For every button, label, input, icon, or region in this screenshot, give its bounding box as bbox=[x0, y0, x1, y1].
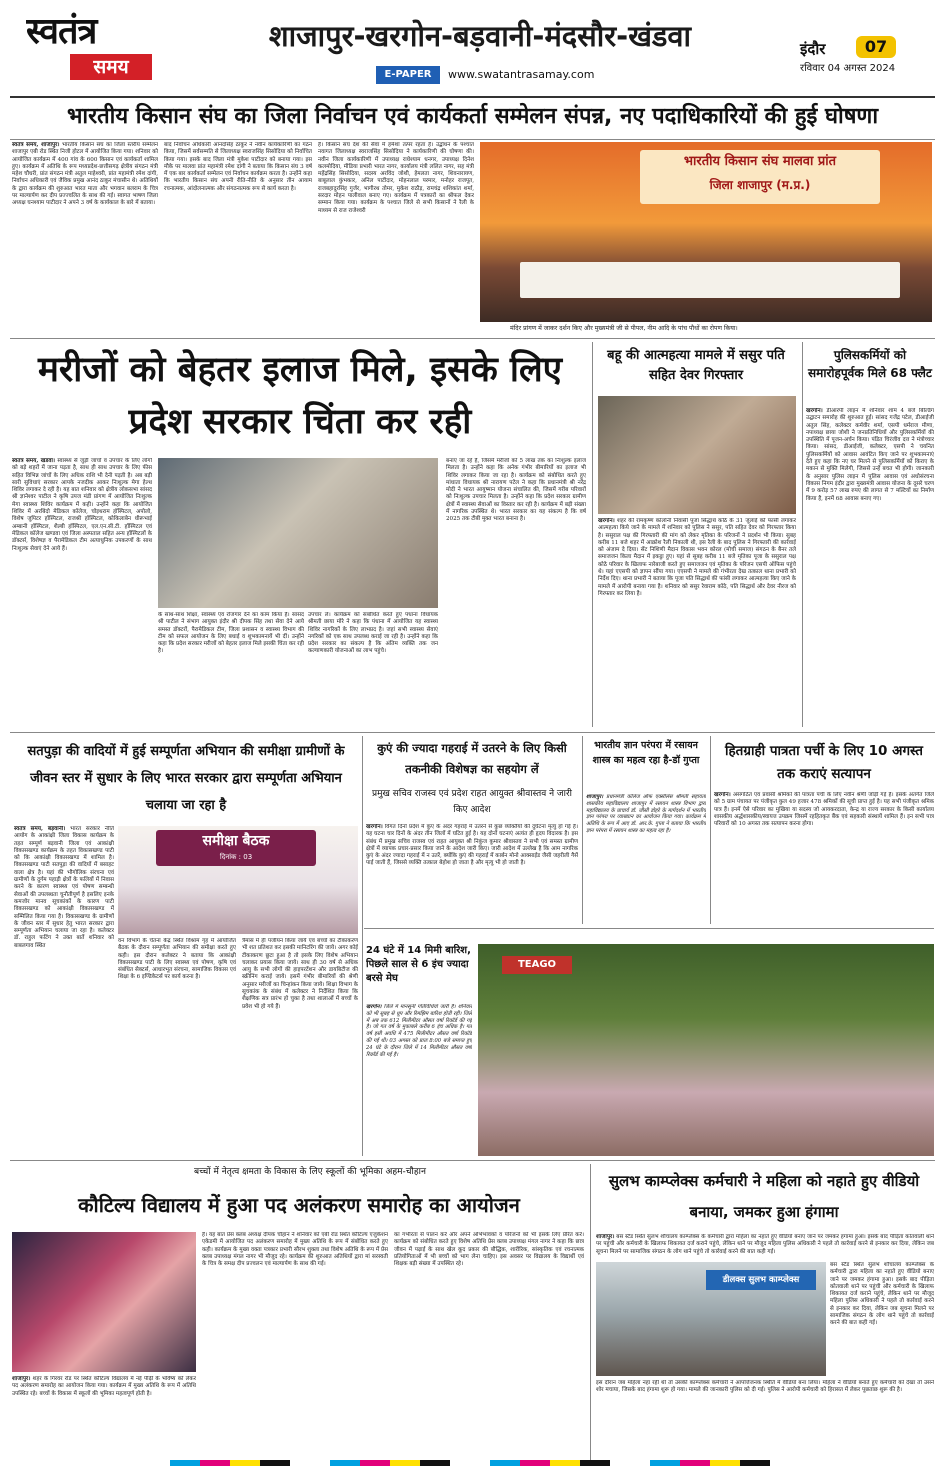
story10-headline: कौटिल्य विद्यालय में हुआ पद अलंकरण समारोह का आयोजन bbox=[78, 1193, 520, 1217]
story8-dateline: खरगोन। bbox=[714, 792, 731, 798]
story5-col2: वन विभाग के चेतना केंद्र स्थित विश्राम गृह में आयोजित बैठक के दौरान सम्पूर्णता अभियान की समीक्षा करते हुए कही। इस दौरान कलेक्टर ने बताया कि आकांक्षी विकासखण्ड पाटी के लिए स्वास्थ्य एवं पोषण, कृषि एवं संबंधित सेक्टर्स, आधारभूत संरचना, सामाजिक विकास एवं शिक्षा के 6 इण्डिकेटर्स पर कार्य करना है। bbox=[118, 938, 236, 981]
story3-body-box bbox=[598, 518, 796, 726]
masthead bbox=[0, 0, 945, 96]
story1-photo-caption: मंदिर प्रांगण में जाकर दर्शन किए और मुख्यमंत्री जी से पीपल, नीम आदि के पांच पौधों का रोपण किया। bbox=[510, 325, 738, 332]
story4-dateline: खरगोन। bbox=[806, 408, 823, 414]
story3-body: शहर की रामकृष्ण कॉलोनी निवासी पूजा सिद्धार्थ कोठे के 31 जुलाई को फांसी लगाकर आत्महत्या किये जाने के मामले में शनिवार को पुलिस ने ससुर, पति सहित देवर को गिरफ्तार किया है। ससुराल पक्ष की गिरफ्तारी की मांग को लेकर मृतिका के परिजनों ने प्रदर्शन भी किया। सुबह करीब 11 बजे शहर में आक्रोश रैली निकाली थी, इस रैली के बाद पुलिस ने गिरफ्तारी की कार्रवाई को अंजाम दे दिया। सेंट निशिणी मैदान विकास भवन कोरल (मोची समाज) संगठन के बैनर तले समाजजन किला मैदान में इकट्ठा हुए। यहां से सुबह करीब 11 बजे मृतिका पूजा के ससुराल पक्ष कोठे परिवार के खिलाफ नारेबाजी करते हुए समाजजन एवं मृतिका के परिजन एसपी ऑफिस पहुंचे थे। यहां एएसपी को ज्ञापन सौंपा गया। एएसपी ने मामले की गंभीरता देख तत्काल थाना प्रभारी को निर्देश दिए। थाना प्रभारी ने बताया कि पूजा पति सिद्धार्थ की फांसी लगाकर आत्महत्या किए जाने के मामले में आरोपी बनाया गया है। शनिवार को ससुर रेवाराम कोठे, पति सिद्धार्थ और देवर नीरज को गिरफ्तार कर लिया है। bbox=[598, 518, 796, 597]
story3-headline: बहू की आत्महत्या मामले में ससुर पति सहित देवर गिरफ्तार bbox=[607, 348, 785, 383]
epaper-band bbox=[376, 66, 776, 84]
story11-headline: सुलभ काम्प्लेक्स कर्मचारी ने महिला को नहाते हुए वीडियो बनाया, जमकर हुआ हंगामा bbox=[608, 1172, 920, 1221]
story6-body-box bbox=[366, 824, 578, 924]
story1-dateline: स्वतंत्र समय, शाजापुर। bbox=[12, 142, 60, 148]
story3-dateline: खरगोन। bbox=[598, 518, 615, 524]
story10-col1 bbox=[12, 1376, 196, 1458]
story9-body: जिले में मानसूनी गतिविधियों जारी हैं। शनिवार को भी सुबह से धूप और रिमझिम बारिश होती रही। जिले में अब तक 612 मिलीमीटर औसत वर्षा रिकॉर्ड की गई है। जो गत वर्ष के मुकाबले करीब 6 इंच अधिक है। गत वर्ष इसी अवधि में 475 मिलीमीटर औसत वर्षा रिकॉर्ड की गई थी। 03 अगस्त को प्रातः 8:00 बजे समाप्त हुए 24 घंटे के दौरान जिले में 14 मिलीमीटर औसत वर्षा रिकॉर्ड की गई है। bbox=[366, 1004, 472, 1058]
banner-title: समीक्षा बैठक bbox=[202, 833, 270, 849]
story10-col3: का गंभीरता से पालन करें और अपने अभिभावकों व परिजनों को भी इसके लिए प्रेरित करें। कार्यक्रम को संबोधित करते हुए विशेष अतिथि प्रेस क्लब उपाध्यक्ष मंगल नागर ने कहा कि छात्र जीवन में पढ़ाई के साथ खेल कूद प्रकार की बौद्धिक, शारीरिक, सांस्कृतिक एवं रचनात्मक प्रतियोगिताओं में भी बच्चों को भाग लेना चाहिए। इस अवसर पर विद्यालय के विद्यार्थी एवं शिक्षक बड़ी संख्या में उपस्थित रहे। bbox=[394, 1232, 584, 1268]
story2-body-1: स्वास्थ्य से जुड़ी जांचों व उपचार के लिए लोगों को बड़े शहरों में जाना पड़ता है, साथ ही साथ उपचार के लिए फीस सहित विभिन्न जांचों के लिए अधिक राशि भी देनी पड़ती है। अब बड़ी सारी सुविधाएं सरकार आपके नजदीक आकर निःशुल्क मेगा हेल्थ शिविर लगाकर दे रही है। यह बात शनिवार को क्षेत्रीय लोकसभा सांसद श्री ज्ञानेश्वर पाटील ने कृषि उपज मंडी प्रांगण में आयोजित निःशुल्क मेगा स्वास्थ्य शिविर कार्यक्रम में कही। उन्होंने कहा कि आयोजित शिविर में अरबिंदो मेडिकल कॉलेज, चोइथराम हॉस्पिटल, अपोलो, विशेष जुपिटर हॉस्पिटल, राजश्री हॉस्पिटल, कोकिलाबेन धीरूभाई अम्बानी हॉस्पिटल, शैल्बी हॉस्पिटल, एल.एन.सी.टी. हॉस्पिटल एवं मेडिकल कॉलेज खण्डवा एवं जिला अस्पताल सहित अन्य हॉस्पिटलों के डॉक्टर्स, विशेषज्ञ व पैरामेडिकल टीम अत्याधुनिक उपकरणों के साथ निःशुल्क सेवाएं देने आये हैं। bbox=[12, 458, 152, 552]
banner-line2: जिला शाजापुर (म.प्र.) bbox=[709, 178, 811, 192]
story2-headline: मरीजों को बेहतर इलाज मिले, इसके लिए प्रदेश सरकार चिंता कर रही bbox=[37, 350, 563, 442]
story5-photo bbox=[118, 826, 358, 934]
story6-headline: कुएं की ज्यादा गहराई में उतरने के लिए किसी तकनीकी विशेषज्ञ का सहयोग लें bbox=[377, 741, 567, 776]
story5-body-1: भारत सरकार नीति आयोग के आकांक्षी जिला विकास कार्यक्रम के तहत सम्पूर्ण बड़वानी जिला एवं आकांक्षी विकासखण्ड कार्यक्रम के तहत विकासखण्ड पाटी को कि आकांक्षी विकासखण्ड में शामिल है। विकासखण्ड पाटी सतपुड़ा की वादियों में बसाहट वाला क्षेत्र है। यहां की भौगोलिक संरचना एवं ग्रामीणों के दुर्गम पहाड़ी क्षेत्रों के फलियों में निवास करने के कारण स्वास्थ्य एवं पोषण सम्बन्धी सेवाओं की उपलब्धता चुनौतीपूर्ण है इसलिए इनके कमजोर मानव सूचकांकों के कारण पाटी विकासखण्ड को आकांक्षी विकासखण्ड में सम्मिलित किया गया है। विकासखण्ड के ग्रामीणों के जीवन स्तर में सुधार हेतु भारत सरकार द्वारा सम्पूर्णता अभियान चलाया जा रहा है। कलेक्टर डॉ. राहुल फटिंग ने उक्त बातें शनिवार को बाबलगाव स्थित bbox=[14, 826, 114, 949]
story5-col3: त्रैमास में ही पंजीयन किया जाये एवं बच्चों का टीकाकरण भी शत प्रतिशत कर इसकी मानिटरिंग की जाये। अगर कोई टीकाकरण छूटा हुआ है तो इसके लिए विशेष अभियान चलाकर प्रयास किया जाये। साथ ही 30 वर्ष से अधिक आयु के सभी लोगों की हाइपरटेंशन और डायबिटीज की स्क्रीनिंग कराई जाये। इसमें गंभीर बीमारियों की श्रेणी अनुसार मरीजों का चिन्हांकन किया जाये। शिक्षा विभाग के सूचकांक के संबंध में कलेक्टर ने निर्देशित किया कि शैक्षणिक सत्र प्रारंभ हो चुका है तथा शालाओं में बच्चों के प्रवेश भी हो गये हैं। bbox=[242, 938, 358, 1010]
story4-body-box bbox=[806, 408, 934, 726]
story1-col2: बाद निर्वाचन अधिकारी आनंदसिंह ठाकुर ने नवीन कार्यकारिणी का गठन किया, जिसमें सर्वसम्मति से जिलाध्यक्ष स्वराजसिंह सिसोदिया को निर्वाचित किया गया। इसके बाद जिला मंत्री मुकेश पाटीदार को बनाया गया। इस मौके पर मालवा प्रांत महामंत्री रमेश दांगी ने बताया कि किसान संघ 3 वर्ष में एक बार कार्यकर्ता सम्मेलन एवं निर्वाचन कार्यक्रम करता है। उन्होंने कहा कि भारतीय किसान संघ अपनी रीति-नीति के अनुसार तीन आयाम रचनात्मक, आंदोलनात्मक और संगठनात्मक रूप से कार्य करता है। bbox=[164, 142, 312, 192]
story7-dateline: शाजापुर। bbox=[586, 794, 604, 800]
story4-body: डीआरपी लाइन में शनिवार शाम 4 बजे बिल्डिंग उद्घाटन समारोह की शुरुआत हुई। सांसद गजेंद्र पटेल, डीआईजी अतुल सिंह, कलेक्टर कर्मवीर शर्मा, एसपी धर्मराज मीणा, नपाध्यक्ष छाया जोशी ने जनप्रतिनिधियों और पुलिसकर्मियों की उपस्थिति में पूजन-अर्चन किया। पंडित चिरंजीव दत्त ने मंत्रोच्चार किया। सांसद, डीआईजी, कलेक्टर, एसपी ने चयनित पुलिसकर्मियों को आवास आवंटित किए जाने पर शुभकामनाएं देते हुए कहा कि नए घर मिलने से पुलिसकर्मियों को किराए के मकान से मुक्ति मिलेगी, जिससे उन्हें बचत भी होगी। जानकारी के अनुसार पुलिस लाइन में पुलिस आवास एवं अधोसंरचना विकास निगम इंदौर द्वारा मुख्यमंत्री आवास योजना के दूसरे चरण में 9 करोड़ 57 लाख रुपए की लागत से 7 मल्टियों का निर्माण किया है, इनमें 68 आवास बनाए गए। bbox=[806, 408, 934, 502]
banner-line1: भारतीय किसान संघ मालवा प्रांत bbox=[683, 154, 837, 169]
logo bbox=[26, 12, 156, 84]
epaper-label: E-PAPER bbox=[376, 66, 440, 84]
story11-body-top bbox=[596, 1234, 934, 1260]
story11-body-bottom: इस दौरान जब महिला नहा रही थी तो उसकी काम्प्लेक्स कर्मचारी ने आपत्तिजनक स्थिति में वीडियो बना लिया। महिला ने वीडियो बनाते हुए कर्मचारी को देखा तो उसने शोर मचाया, जिसके बाद हंगामा शुरू हो गया। मामले की जानकारी पुलिस को दी गई। पुलिस ने आरोपी कर्मचारी को हिरासत में लेकर पूछताछ शुरू की है। bbox=[596, 1380, 934, 1394]
logo-bottom: समय bbox=[70, 54, 152, 80]
logo-top: स्वतंत्र bbox=[26, 12, 97, 52]
story1-col1 bbox=[12, 142, 158, 338]
story6-subhead: प्रमुख सचिव राजस्व एवं प्रदेश राहत आयुक्त श्रीवास्तव ने जारी किए आदेश bbox=[372, 789, 572, 815]
story1-photo-banner bbox=[640, 150, 880, 204]
story10-kicker: बच्चों में नेतृत्व क्षमता के विकास के लिए स्कूलों की भूमिका अहम-चौहान bbox=[194, 1167, 426, 1177]
story8-body: असंगठित एवं प्रवासी श्रमिकों की पात्रता पर्ची के लिए नवीन श्रेणी जोड़ी गई है। इसके अंतर्गत जिले को 5 ग्राम पंचायत पर पंजीकृत कुल 49 हजार 478 श्रमिकों की सूची प्राप्त हुई है। यह सभी पंजीकृत श्रमिक पात्र हैं। इनमें ऐसे परिवार का मुखिया या सदस्य जो आयकरदाता, केन्द्र या राज्य सरकार के किसी कार्यालय शासकीय अर्द्धशासकीय/स्वायत्त उपक्रम जिसमें रहहितकृत बैंक एवं सहकारी संस्थायें शामिल हैं। इन सभी पात्र परिवारों को 10 अगस्त तक सत्यापन करना होगा। bbox=[714, 792, 934, 828]
story2-col2: के साथ-साथ शिक्षा, स्वास्थ्य एवं रोजगार देने का काम किया है। सांसद श्री पाटील ने संभाग आयुक्त इंदौर श्री दीपक सिंह तथा सेवा देने आये समस्त डॉक्टरों, पैरामेडिकल टीम, जिला प्रशासन व स्वास्थ्य विभाग की टीम को सफल आयोजन के लिए बधाई व शुभकामनायें भी दीं। उन्होंने कहा कि प्रदेश सरकार मरीजों को बेहतर इलाज मिले इसकी चिंता कर रही है। bbox=[158, 612, 304, 655]
story2-col4: बनाए जा रहे हैं, जिसमें मरीजों को 5 लाख तक का निःशुल्क इलाज मिलता है। उन्होंने कहा कि अनेक गंभीर बीमारियों का इलाज भी शिविर लगाकर किया जा रहा है। कार्यक्रम को संबोधित करते हुए मांधाता विधायक श्री नारायण पटेल ने कहा कि प्रधानमंत्री श्री नरेंद्र मोदी ने भारत आयुष्मान योजना संचालित की, जिसमें गरीब परिवारों को निःशुल्क उपचार मिलता है। उन्होंने कहा कि प्रदेश सरकार ग्रामीण क्षेत्रों में स्वास्थ्य सेवाओं का विस्तार कर रही है। कार्यक्रम में बड़ी संख्या में नागरिक उपस्थित थे। भारत सरकार का यह संकल्प है कि वर्ष 2025 तक टीबी मुक्त भारत बनाना है। bbox=[446, 458, 586, 523]
city-label: इंदौर bbox=[800, 40, 826, 58]
story7-body: प्रधानमंत्री कॉलेज ऑफ एक्सीलेंस श्रीमती सहायता शासकीय महाविद्यालय शाजापुर में रसायन शास्त्र विभाग द्वारा महाविद्यालय के प्राचार्य डॉ. जीसी डोहरे के मार्गदर्शन में भारतीय ज्ञान परंपरा पर व्याख्यान का आयोजन किया गया। कार्यक्रम में अतिथि के रूप में आए डॉ. आर.के. गुप्ता ने बताया कि भारतीय ज्ञान परंपरा में रसायन शास्त्र का महत्व रहा है। bbox=[586, 794, 706, 834]
story4-headline: पुलिसकर्मियों को समारोहपूर्वक मिले 68 फ्लैट bbox=[808, 348, 932, 380]
story9-dateline: खरगोन। bbox=[366, 1004, 382, 1010]
story9-headline: 24 घंटे में 14 मिमी बारिश, पिछले साल से 6 इंच ज्यादा बरसे मेघ bbox=[366, 945, 471, 984]
story5-photo-banner bbox=[156, 830, 316, 866]
story8-body-box bbox=[714, 792, 934, 924]
story11-body-side bbox=[830, 1262, 934, 1376]
banner-sub: दिनांक : 03 bbox=[219, 853, 253, 861]
story9-body-box bbox=[366, 1004, 472, 1154]
story8-headline: हितग्राही पात्रता पर्ची के लिए 10 अगस्त तक कराएं सत्यापन bbox=[724, 743, 923, 782]
story2-col3: उपचार ले। कार्यक्रम को संबोधित करते हुए पंधाना विधायक श्रीमती छाया मोरे ने कहा कि पंधाना में आयोजित यह स्वास्थ्य शिविर नागरिकों के लिए लाभप्रद है। जहां सभी स्वास्थ्य सेवाएं नगरिकों को एक साथ उपलब्ध कराई जा रही है। उन्होंने कहा कि प्रदेश सरकार का संकल्प है कि अंतिम व्यक्ति तक जन कल्याणकारी योजनाओं का लाभ पहुंचे। bbox=[308, 612, 438, 655]
story1-headline: भारतीय किसान संघ का जिला निर्वाचन एवं कार्यकर्ता सम्मेलन संपन्न, नए पदाधिकारियों की हुई घोषणा bbox=[66, 104, 879, 129]
story6-body: विगत दिनों प्रदेश में कुएं के अंदर गहराई में उतरने से कुछ व्यक्तियों की दुर्घटना मृत्यु हो गई है। यह घटना चार दिनों के अंदर तीन जिलों में घटित हुई है। यह दोनों घटनाएं अत्यंत ही हृदय विदारक है। इस संबंध में प्रमुख सचिव राजस्व एवं राहत आयुक्त श्री निकुंज कुमार श्रीवास्तव ने सभी एवं समस्त ग्रामीण क्षेत्रों में व्यापक प्रचार-प्रसार किया जाने के आदेश जारी किए। जारी आदेश में उल्लेख है कि आम नागरिक कुएं के अंदर ज्यादा गहराई में न उतरें, क्योंकि कुएं की गहराई में कार्बन मोनो आक्साईड जैसी जहरीली गैसें पाई जाती हैं, जिससे व्यक्ति तत्काल बेहोश हो जाता है और मृत्यु भी हो जाती है। bbox=[366, 824, 578, 867]
color-registration-strip bbox=[170, 1460, 770, 1466]
story1-col3: है। किसान संघ देश की सेवा में हमेशा तत्पर रहता है। उद्बोधन के पश्चात नवागत जिलाध्यक्ष स्वराजसिंह सिसोदिया ने कार्यकारिणी की घोषणा की। नवीन जिला कार्यकारिणी में उपाध्यक्ष राधेश्याम धनगर, उपाध्यक्ष दिनेश कलमोदिया, मीडिया प्रभारी भारत नागर, कार्यालय मंत्री ललित नागर, सह मंत्री महेंद्रसिंह सिसोदिया, सदस्य अरविंद जोशी, हेमलता नागर, शिवनारायण, बाबूलाल कुंभकार, अनिल पाटीदार, मोहनलाल परमार, मनोहर राजपूत, राजबहादुरसिंह गुर्जर, भागीरथ तोमर, मुकेश राठौड़, रामचंद्र शशिकांत शर्मा, सरदार मोहन पालीवाल बनाए गए। कार्यक्रम में पत्रकारों का श्रीफल देकर सम्मान किया गया। कार्यक्रम के पश्चात जिले से सभी किसानों ने रैली के माध्यम से राज राजेश्वरी bbox=[318, 142, 474, 214]
story5-dateline: स्वतंत्र समय, बड़वानी। bbox=[14, 826, 66, 832]
story7-body-box bbox=[586, 794, 706, 924]
story7-headline: भारतीय ज्ञान परंपरा में रसायन शास्त्र का महत्व रहा है-डॉ गुप्ता bbox=[592, 740, 700, 766]
story11-body-side-text: बस स्टैंड स्थित सुलभ शौचालय काम्प्लेक्स के कर्मचारी द्वारा महिला का नहाते हुए वीडियो बनाए जाने पर जमकर हंगामा हुआ। इसके बाद पीड़िता कोतवाली थाने पर पहुंची और कर्मचारी के खिलाफ शिकायत दर्ज कराने पहुंचे, लेकिन थाने पर मौजूद महिला पुलिस अधिकारी ने पहले तो कार्रवाई करने से इनकार कर दिया, लेकिन जब सूचना मिलने पर सामाजिक संगठन के लोग थाने पहुंचे तो कार्रवाई करने की बात कही गई। bbox=[830, 1262, 934, 1327]
story3-photo bbox=[598, 396, 796, 514]
issue-date: रविवार 04 अगस्त 2024 bbox=[800, 63, 896, 74]
stage-table bbox=[520, 262, 900, 298]
story10-dateline: शाजापुर। bbox=[12, 1376, 31, 1382]
website-link[interactable]: www.swatantrasamay.com bbox=[448, 68, 595, 81]
story11-photo bbox=[596, 1262, 826, 1376]
story2-col1 bbox=[12, 458, 152, 724]
story10-body-1: शहर के गिरवर रोड पर स्थित कौटिल्य विद्यालय में नई पीढ़ी के भविष्य को लेकर पद अलंकरण समारोह का आयोजन किया गया। कार्यक्रम में मुख्य अतिथि के रूप में अतिथि उपस्थित रहे। बच्चों के विकास में स्कूलों की भूमिका महत्वपूर्ण होती है। bbox=[12, 1376, 196, 1397]
story9-photo bbox=[478, 944, 934, 1156]
story6-dateline: खरगोन। bbox=[366, 824, 383, 830]
story1-photo bbox=[480, 142, 932, 322]
story5-col1 bbox=[14, 826, 114, 1146]
story10-col2: है। यह बात प्रेस क्लब अध्यक्ष दीपक चौहान ने शनिवार को एबी रोड स्थित कौटिल्य एजुकेशन एकेडमी में आयोजित पद अलंकरण समारोह में मुख्य अतिथि के रूप में संबोधित करते हुए कही। कार्यक्रम के मुख्य वक्ता पत्रकार प्रभारी सौरभ शुक्ला तथा विशेष अतिथि के रूप में प्रेस क्लब उपाध्यक्ष मंगल नागर भी मौजूद रहे। कार्यक्रम की शुरुआत अतिथियों द्वारा मां सरस्वती के चित्र के समक्ष दीप प्रज्वलन एवं माल्यार्पण के साथ की गई। bbox=[202, 1232, 388, 1268]
page-number: 07 bbox=[856, 36, 896, 58]
story1-body-1: भारतीय किसान संघ का जिला स्तरीय सम्मेलन शाजापुर एबी रोड स्थित निजी होटल में आयोजित किया गया। शनिवार को आयोजित कार्यक्रम में 400 गांव के 600 किसान एवं कार्यकर्ता शामिल हुए। कार्यक्रम में अतिथि के रूप मध्यप्रदेश-छत्तीसगढ़ क्षेत्रीय संगठन मंत्री महेश चौधरी, प्रांत संगठन मंत्री अतुल माहेश्वरी, प्रांत महामंत्री रमेश दांगी, निर्वाचन अधिकारी एवं जैविक प्रमुख आनंद ठाकुर मंचासीन थे। अतिथियों के द्वारा कार्यक्रम की शुरुआत भारत माता और भगवान बलराम के चित्र पर माल्यार्पण कर दीप प्रज्ज्वलित के साथ की गई। स्वागत भाषण जिला अध्यक्ष घनश्याम पाटीदार ने अपने 3 वर्ष के कार्यकाल के बारे में बताया। bbox=[12, 142, 158, 207]
story11-photo-sign: डीलक्स सुलभ काम्प्लेक्स bbox=[706, 1270, 816, 1290]
story2-dateline: स्वतंत्र समय, खंडवा। bbox=[12, 458, 56, 464]
story11-body-1: बस स्टैंड स्थित सुलभ शौचालय काम्प्लेक्स के कर्मचारी द्वारा महिला का नहाते हुए वीडियो बनाए जाने पर जमकर हंगामा हुआ। इसके बाद पीड़िता कोतवाली थाने पर पहुंची और कर्मचारी के खिलाफ शिकायत दर्ज कराने पहुंचे, लेकिन थाने पर मौजूद महिला पुलिस अधिकारी ने पहले तो कार्रवाई करने से इनकार कर दिया, लेकिन जब सूचना मिलने पर सामाजिक संगठन के लोग थाने पहुंचे तो कार्रवाई करने की बात कही गई। bbox=[596, 1234, 934, 1255]
story5-headline: सतपुड़ा की वादियों में हुई सम्पूर्णता अभियान की समीक्षा ग्रामीणों के जीवन स्तर में सुधार के लिए भारत सरकार द्वारा सम्पूर्णता अभियान चलाया जा रहा है bbox=[27, 744, 345, 813]
edition-title: शाजापुर-खरगोन-बड़वानी-मंदसौर-खंडवा bbox=[268, 19, 692, 53]
story10-photo bbox=[12, 1232, 196, 1372]
story11-dateline: शाजापुर। bbox=[596, 1234, 615, 1240]
edition-box bbox=[796, 36, 908, 80]
story9-photo-sign: TEAGO bbox=[502, 956, 572, 974]
story2-photo bbox=[158, 458, 438, 608]
